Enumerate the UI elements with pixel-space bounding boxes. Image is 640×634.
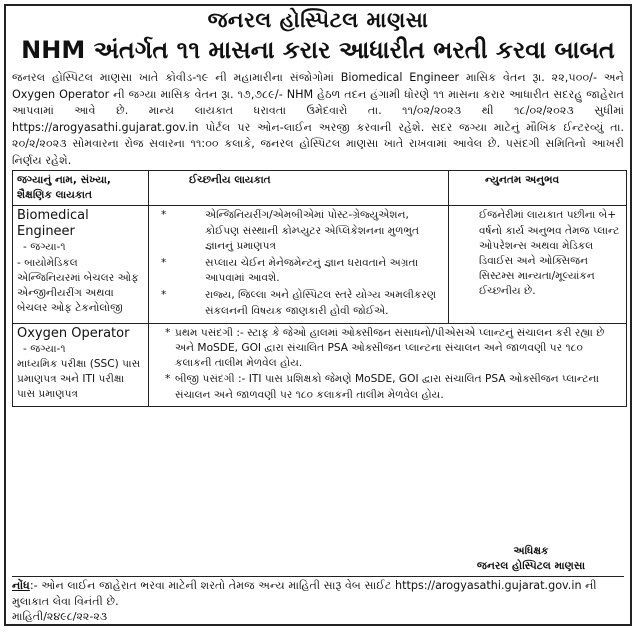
table-row bbox=[13, 323, 627, 406]
hospital-title: જનરલ હોસ્પિટલ માણસા bbox=[207, 8, 429, 32]
desirable-item: * રાજ્ય, જિલ્લા અને હોસ્પિટલ સ્તરે યોગ્ય અમલીકરણ સંકલનની વિષયક જાણકારી હોવી જોઈએ. bbox=[161, 289, 437, 317]
advertisement-subtitle: NHM અંતર્ગત ૧૧ માસના કરાર આધારીત ભરતી કરવા બાબત bbox=[21, 36, 615, 64]
reference-number: માહિતી/૨૪૯૮/૨૨-૨૩ bbox=[12, 610, 108, 623]
post-count: - જગ્યા-૧ bbox=[23, 241, 66, 254]
desirable-cell bbox=[149, 323, 627, 406]
post-name: Oxygen Operator bbox=[17, 325, 130, 341]
note-text: :- ઓન લાઈન જાહેરાત ભરવા માટેની શરતો તેમજ અન્ય માહિતી સારૂ વેબ સાઈટ https://arogyasathi.gujarat.gov.in ની મુલાકાત લેવા વિનંતી છે. bbox=[12, 579, 597, 608]
post-qualification: - બાયોમેડિકલ એન્જિનિયરમાં બેચલર ઓફ એન્જીનીયરીંગ અથવા બેચલર ઓફ ટેકનોલોજી bbox=[17, 256, 139, 315]
posts-table bbox=[12, 170, 627, 407]
experience-text: ઈજનેરીમાં લાયકાત પછીના બે+ વર્ષનો કાર્ય અનુભવ તેમજ પ્લાન્ટ ઓપરેશન્સ અથવા મેડિકલ ડિવાઈસ અને ઓક્સિજન સિસ્ટમ્સ માન્યતા/મૂલ્યાંકન ઈચ્છનીય છે. bbox=[479, 209, 620, 298]
table-row bbox=[13, 206, 627, 323]
advertisement-sheet bbox=[4, 4, 632, 626]
post-count: - જગ્યા-૧ bbox=[23, 342, 66, 355]
post-header: જગ્યાનું નામ, સંખ્યા, શૈક્ષણિક લાયકાત bbox=[13, 171, 149, 206]
post-qualification: માધ્યમિક પરીક્ષા (SSC) પાસ પ્રમાણપત્ર અને ITI પરીક્ષા પાસ પ્રમાણપત્ર bbox=[17, 358, 141, 401]
signature-block bbox=[466, 544, 596, 574]
post-cell bbox=[13, 323, 149, 406]
desirable-item: * સપ્લાય ચેઈન મેનેજમેન્ટનું જ્ઞાન ધરાવતાને અગ્રતા આપવામાં આવશે. bbox=[161, 257, 419, 285]
experience-cell bbox=[449, 206, 627, 323]
desirable-item: * બીજી પસંદગી :- ITI પાસ પ્રશિક્ષકો જેમણે MoSDE, GOI દ્વારા સંચાલિત PSA ઓક્સીજન પ્લાન્ટના સંચાલન અને જાળવણી પર ૧૮૦ કલાકની તાલીમ મેળવેલ હોય. bbox=[165, 373, 599, 401]
note-label: નોંધ bbox=[12, 579, 30, 592]
signature-designation: અધિક્ષક bbox=[513, 545, 549, 557]
intro-paragraph: જનરલ હોસ્પિટલ માણસા ખાતે કોવીડ-૧૯ ની મહામારીના સંજોગોમાં Biomedical Engineer માસિક વેતન રૂા. ૨૨,૫૦૦/- અને Oxygen Operator ની જગ્યા માસિક વેતન રૂા. ૧૭,૭૮૯/- NHM હેઠળ તદન હંગામી ધોરણે ૧૧ માસના કરાર આધારીત સદરહુ જાહેરાત આપવામાં આવે છે. માન્ય લાયકાત ધરાવતા ઉમેદવારો તા. ૧૧/૦૨/૨૦૨૩ થી ૧૮/૦૨/૨૦૨૩ સુધીમાં https://arogyasathi.gujarat.gov.in પોર્ટલ પર ઓન-લાઈન અરજી કરવાની રહેશે. સદર જગ્યા માટેનું મૌખિક ઈન્ટરવ્યું તા. ૨૦/૨/૨૦૨૩ સોમવારના રોજ સવારના ૧૧:૦૦ કલાકે, જનરલ હોસ્પિટલ માણસા ખાતે રાખવામાં આવેલ છે. પસંદગી સમિતિનો આખરી નિર્ણય રહેશે. bbox=[12, 71, 624, 167]
desirable-item: * એન્જિનિયરીંગ/એમબીએમાં પોસ્ટ-ગ્રેજ્યુએશન, કોઈપણ સંસ્થાની કોમ્પ્યુટર એપ્લિકેશનના મુળભુત જ્ઞાનનું પ્રમાણપત્ર bbox=[161, 209, 420, 252]
desirable-item: * પ્રથમ પસંદગી :- સ્ટાફ કે જેઓ હાલમાં ઓક્સીજન સંસાધનો/પીએસએ પ્લાન્ટનું સંચાલન કરી રહ્યા છે અને MoSDE, GOI દ્વારા સંચાલિત PSA ઓક્સીજન પ્લાન્ટના સંચાલન અને જાળવણી પર ૧૮૦ કલાકની તાલીમ મેળવેલ હોય. bbox=[165, 326, 605, 370]
signature-office: જનરલ હોસ્પિટલ માણસા bbox=[476, 560, 586, 572]
post-cell bbox=[13, 206, 149, 323]
note-section bbox=[12, 576, 624, 609]
post-name: Biomedical Engineer bbox=[17, 208, 89, 240]
experience-header: ન્યુનતમ અનુભવ bbox=[449, 171, 627, 206]
desirable-cell bbox=[149, 206, 449, 323]
desirable-header: ઈચ્છનીય લાયકાત bbox=[149, 171, 449, 206]
table-header-row bbox=[13, 171, 627, 206]
